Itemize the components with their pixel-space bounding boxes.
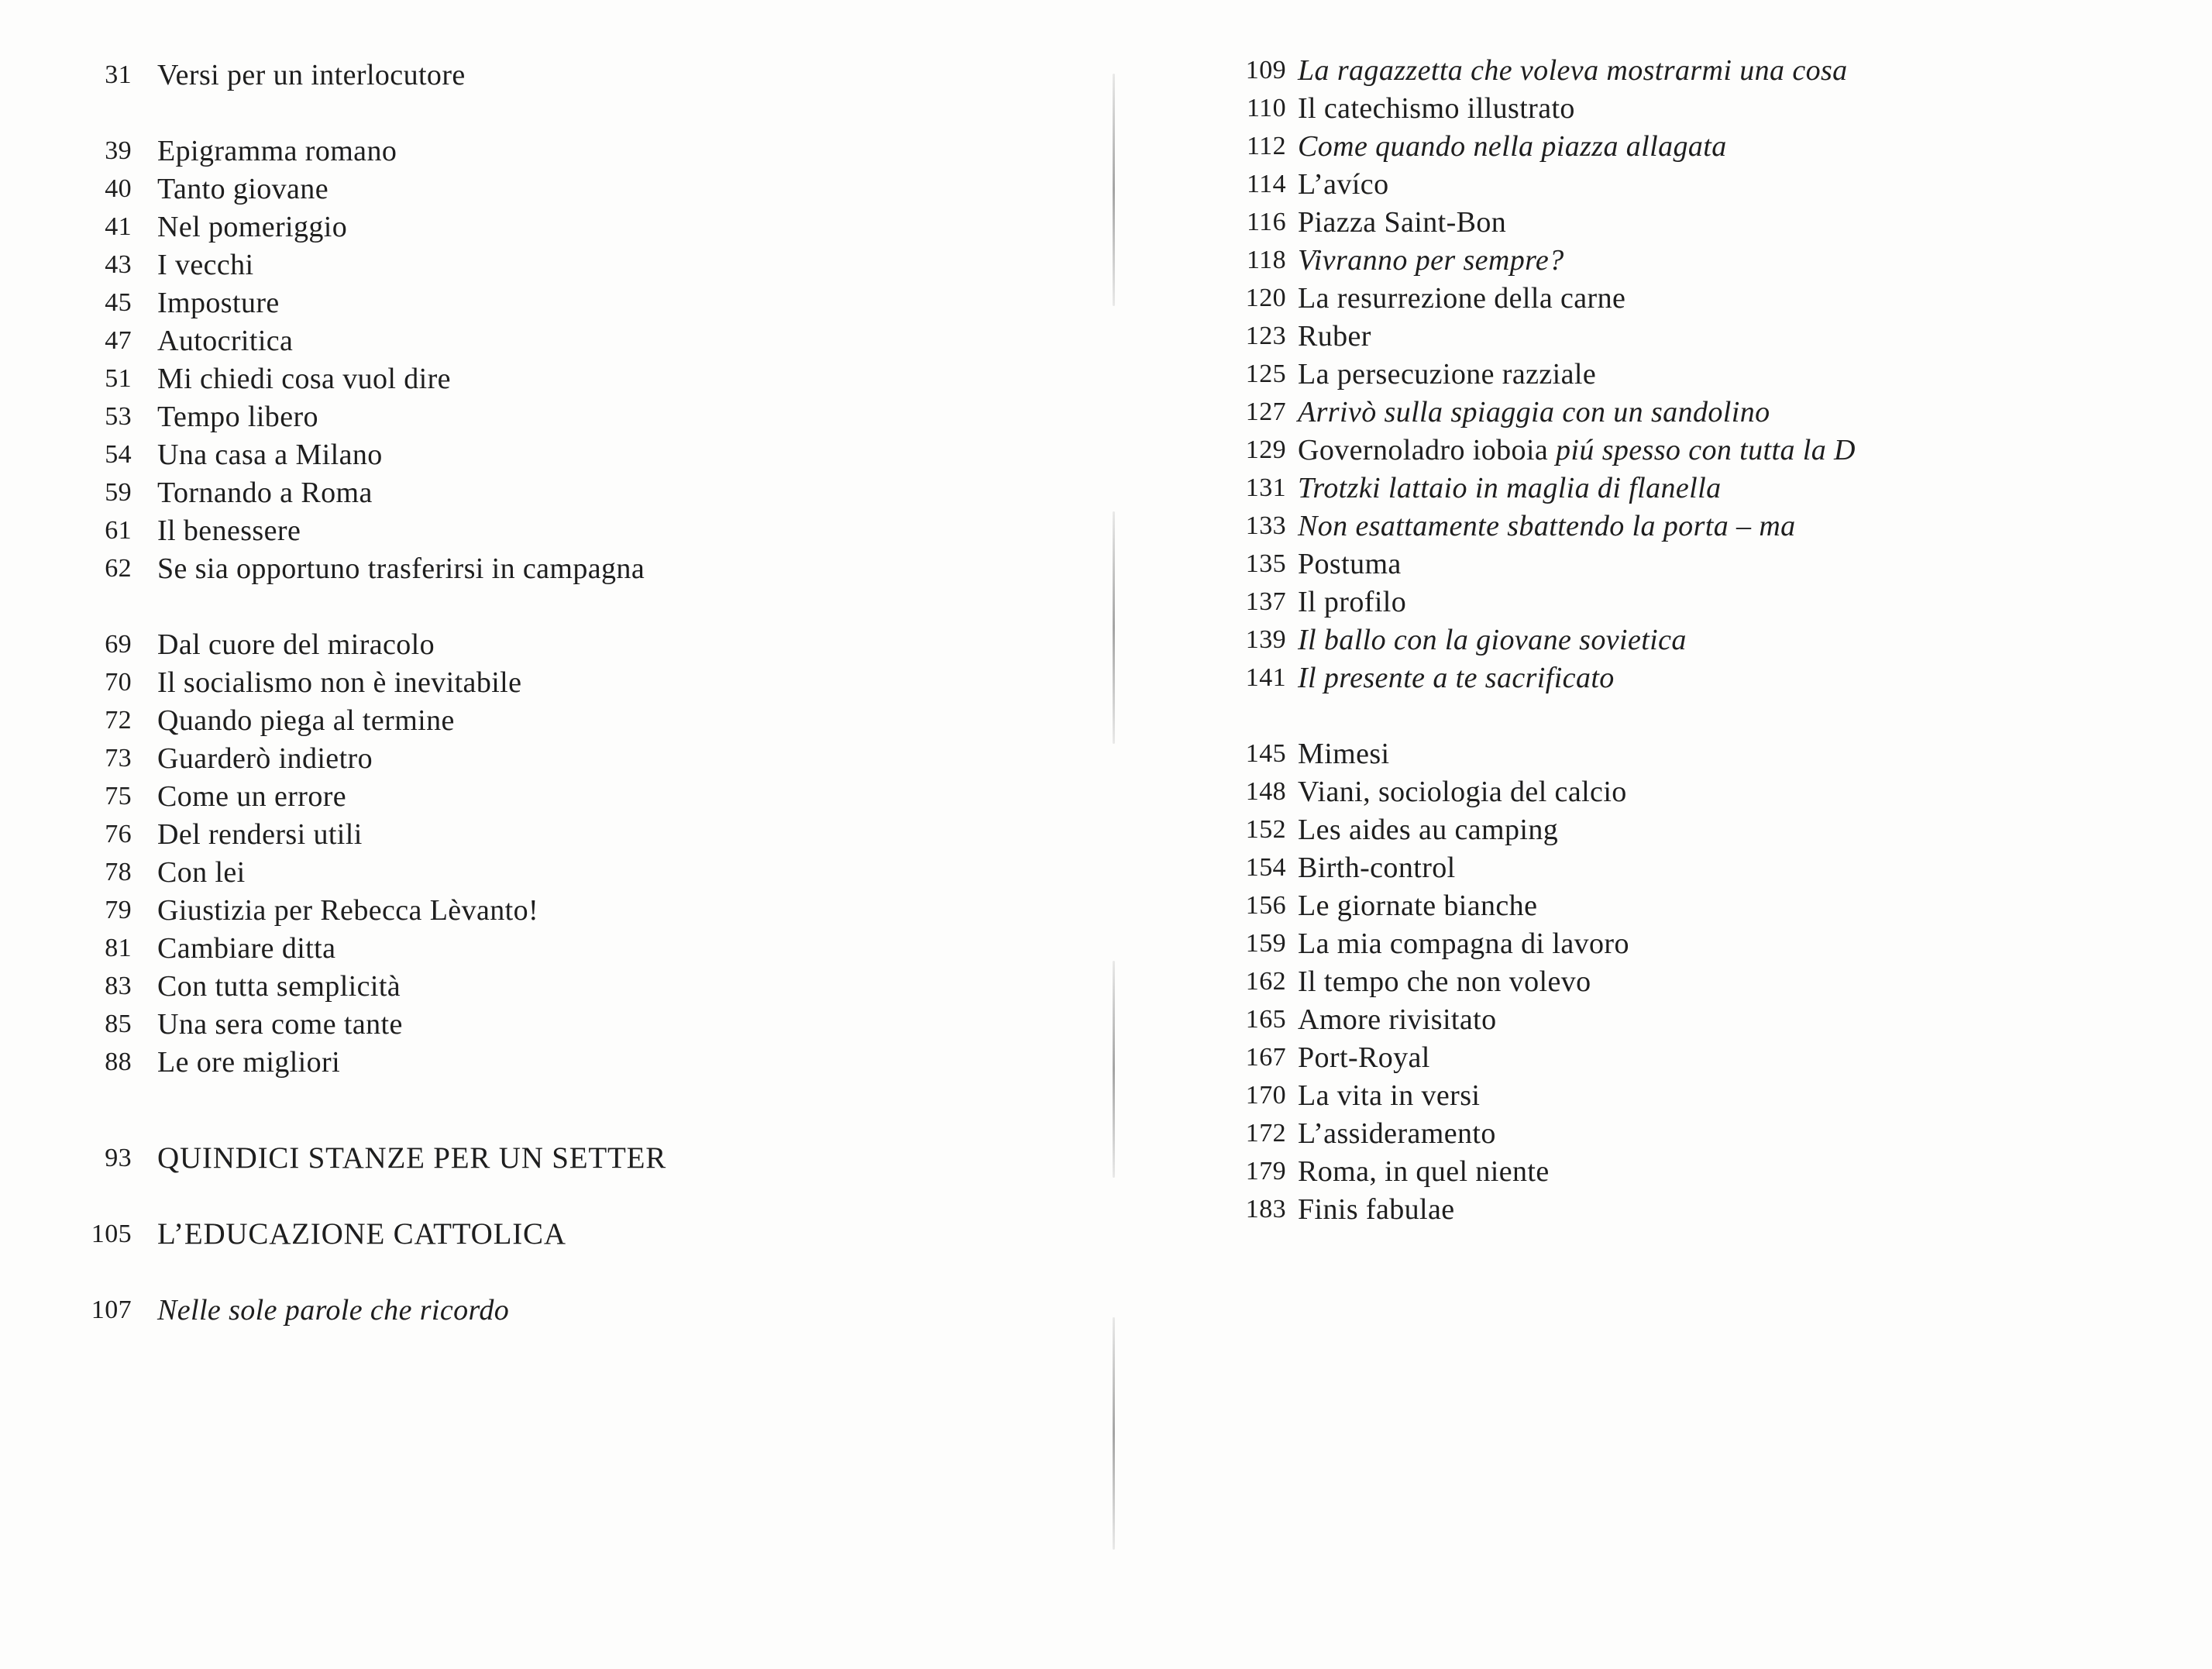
page-number: 69	[105, 630, 132, 659]
page-number: 70	[105, 668, 132, 697]
entry-title: Birth-control	[1298, 852, 1456, 884]
entry-title: Le ore migliori	[157, 1046, 341, 1079]
page-number: 107	[91, 1296, 132, 1324]
entry-title: Tanto giovane	[157, 173, 329, 205]
entry-title: Il tempo che non volevo	[1298, 965, 1591, 998]
page-number: 83	[105, 972, 132, 1000]
entry-title: Il presente a te sacrificato	[1298, 662, 1615, 694]
page-number: 131	[1245, 473, 1286, 502]
page-number: 51	[105, 364, 132, 393]
entry-title: Trotzki lattaio in maglia di flanella	[1298, 472, 1722, 504]
page-number: 127	[1245, 397, 1286, 426]
page-number: 40	[105, 174, 132, 203]
entry-title: Del rendersi utili	[157, 818, 363, 851]
entry-title: Una casa a Milano	[157, 439, 383, 471]
page-number: 183	[1245, 1195, 1286, 1223]
page-number: 123	[1245, 322, 1286, 350]
right-page	[1108, 0, 2212, 1669]
page-number: 145	[1245, 739, 1286, 768]
entry-title: Nel pomeriggio	[157, 211, 348, 243]
entry-title: Mimesi	[1298, 738, 1390, 770]
page-number: 167	[1245, 1043, 1286, 1072]
entry-title: Con tutta semplicità	[157, 970, 401, 1003]
entry-title: Il socialismo non è inevitabile	[157, 666, 522, 699]
entry-title: Les aides au camping	[1298, 814, 1559, 846]
page-number: 72	[105, 706, 132, 735]
entry-title: Viani, sociologia del calcio	[1298, 776, 1627, 808]
entry-title: Arrivò sulla spiaggia con un sandolino	[1298, 396, 1770, 428]
page-number: 93	[105, 1144, 132, 1172]
entry-title: L’assideramento	[1298, 1117, 1496, 1150]
page-number: 81	[105, 934, 132, 962]
page-number: 85	[105, 1010, 132, 1038]
page-number: 179	[1245, 1157, 1286, 1186]
page-number: 43	[105, 250, 132, 279]
page-number: 118	[1247, 246, 1286, 274]
page-number: 79	[105, 896, 132, 924]
entry-title: Come quando nella piazza allagata	[1298, 130, 1727, 163]
page-number: 162	[1245, 967, 1286, 996]
entry-title: La persecuzione razziale	[1298, 358, 1597, 391]
page-number: 76	[105, 820, 132, 848]
page-number: 148	[1245, 777, 1286, 806]
entry-title: Nelle sole parole che ricordo	[157, 1294, 510, 1327]
entry-title: Non esattamente sbattendo la porta – ma	[1298, 510, 1796, 542]
entry-title: Dal cuore del miracolo	[157, 628, 435, 661]
page-number: 125	[1245, 360, 1286, 388]
entry-title: Autocritica	[157, 325, 294, 357]
entry-title: Postuma	[1298, 548, 1402, 580]
page-number: 78	[105, 858, 132, 886]
entry-title: Piazza Saint-Bon	[1298, 206, 1507, 239]
section-title: QUINDICI STANZE PER UN SETTER	[157, 1141, 667, 1175]
page-number: 156	[1245, 891, 1286, 920]
page-number: 139	[1245, 625, 1286, 654]
page-number: 141	[1245, 663, 1286, 692]
entry-title: La mia compagna di lavoro	[1298, 927, 1629, 960]
page-number: 129	[1245, 435, 1286, 464]
page-number: 47	[105, 326, 132, 355]
entry-title: Roma, in quel niente	[1298, 1155, 1550, 1188]
entry-title: Imposture	[157, 287, 280, 319]
page-number: 59	[105, 478, 132, 507]
page-number: 45	[105, 288, 132, 317]
page-number: 75	[105, 782, 132, 810]
entry-title: Il ballo con la giovane sovietica	[1298, 624, 1687, 656]
page-number: 39	[105, 136, 132, 165]
entry-title: I vecchi	[157, 249, 254, 281]
page-number: 110	[1247, 94, 1286, 122]
page-number: 114	[1247, 170, 1286, 198]
entry-title: Come un errore	[157, 780, 347, 813]
entry-title: Il profilo	[1298, 586, 1407, 618]
entry-title: La resurrezione della carne	[1298, 282, 1626, 315]
entry-title-roman: Governoladro ioboia	[1298, 434, 1549, 466]
page-number: 154	[1245, 853, 1286, 882]
page-number: 31	[105, 60, 132, 89]
entry-title: Ruber	[1298, 320, 1371, 353]
entry-title: Tornando a Roma	[157, 477, 373, 509]
entry-title: Versi per un interlocutore	[157, 59, 466, 91]
page-number: 170	[1245, 1081, 1286, 1110]
entry-title	[1298, 431, 1856, 470]
entry-title: L’avíco	[1298, 168, 1389, 201]
page-number: 172	[1245, 1119, 1286, 1148]
entry-title: Cambiare ditta	[157, 932, 336, 965]
entry-title: Finis fabulae	[1298, 1193, 1455, 1226]
entry-title: Il catechismo illustrato	[1298, 92, 1575, 125]
entry-title: Amore rivisitato	[1298, 1003, 1497, 1036]
page-number: 53	[105, 402, 132, 431]
page-number: 120	[1245, 284, 1286, 312]
page-number: 135	[1245, 549, 1286, 578]
entry-title: Mi chiedi cosa vuol dire	[157, 363, 451, 395]
page-number: 41	[105, 212, 132, 241]
page-number: 152	[1245, 815, 1286, 844]
section-title: L’EDUCAZIONE CATTOLICA	[157, 1217, 566, 1251]
entry-title: Una sera come tante	[157, 1008, 403, 1041]
page-number: 137	[1245, 587, 1286, 616]
entry-title: Port-Royal	[1298, 1041, 1430, 1074]
entry-title-italic: piú spesso con tutta la D	[1556, 434, 1856, 466]
entry-title: Vivranno per sempre?	[1298, 244, 1564, 277]
entry-title: Giustizia per Rebecca Lèvanto!	[157, 894, 539, 927]
entry-title: La ragazzetta che voleva mostrarmi una cosa	[1298, 54, 1848, 87]
entry-title: Le giornate bianche	[1298, 890, 1538, 922]
entry-title: Il benessere	[157, 514, 301, 547]
page-number: 116	[1247, 208, 1286, 236]
entry-title: Con lei	[157, 856, 246, 889]
entry-title: Se sia opportuno trasferirsi in campagna	[157, 552, 645, 585]
page-number: 54	[105, 440, 132, 469]
page-number: 133	[1245, 511, 1286, 540]
page-number: 165	[1245, 1005, 1286, 1034]
page-number: 61	[105, 516, 132, 545]
entry-title: Tempo libero	[157, 401, 318, 433]
entry-title: La vita in versi	[1298, 1079, 1481, 1112]
entry-title: Guarderò indietro	[157, 742, 373, 775]
page-number: 88	[105, 1048, 132, 1076]
entry-title: Epigramma romano	[157, 135, 397, 167]
page-number: 62	[105, 554, 132, 583]
entry-title: Quando piega al termine	[157, 704, 455, 737]
page-number: 159	[1245, 929, 1286, 958]
page-number: 109	[1245, 56, 1286, 84]
page-number: 73	[105, 744, 132, 773]
page-number: 112	[1247, 132, 1286, 160]
page-number: 105	[91, 1220, 132, 1248]
